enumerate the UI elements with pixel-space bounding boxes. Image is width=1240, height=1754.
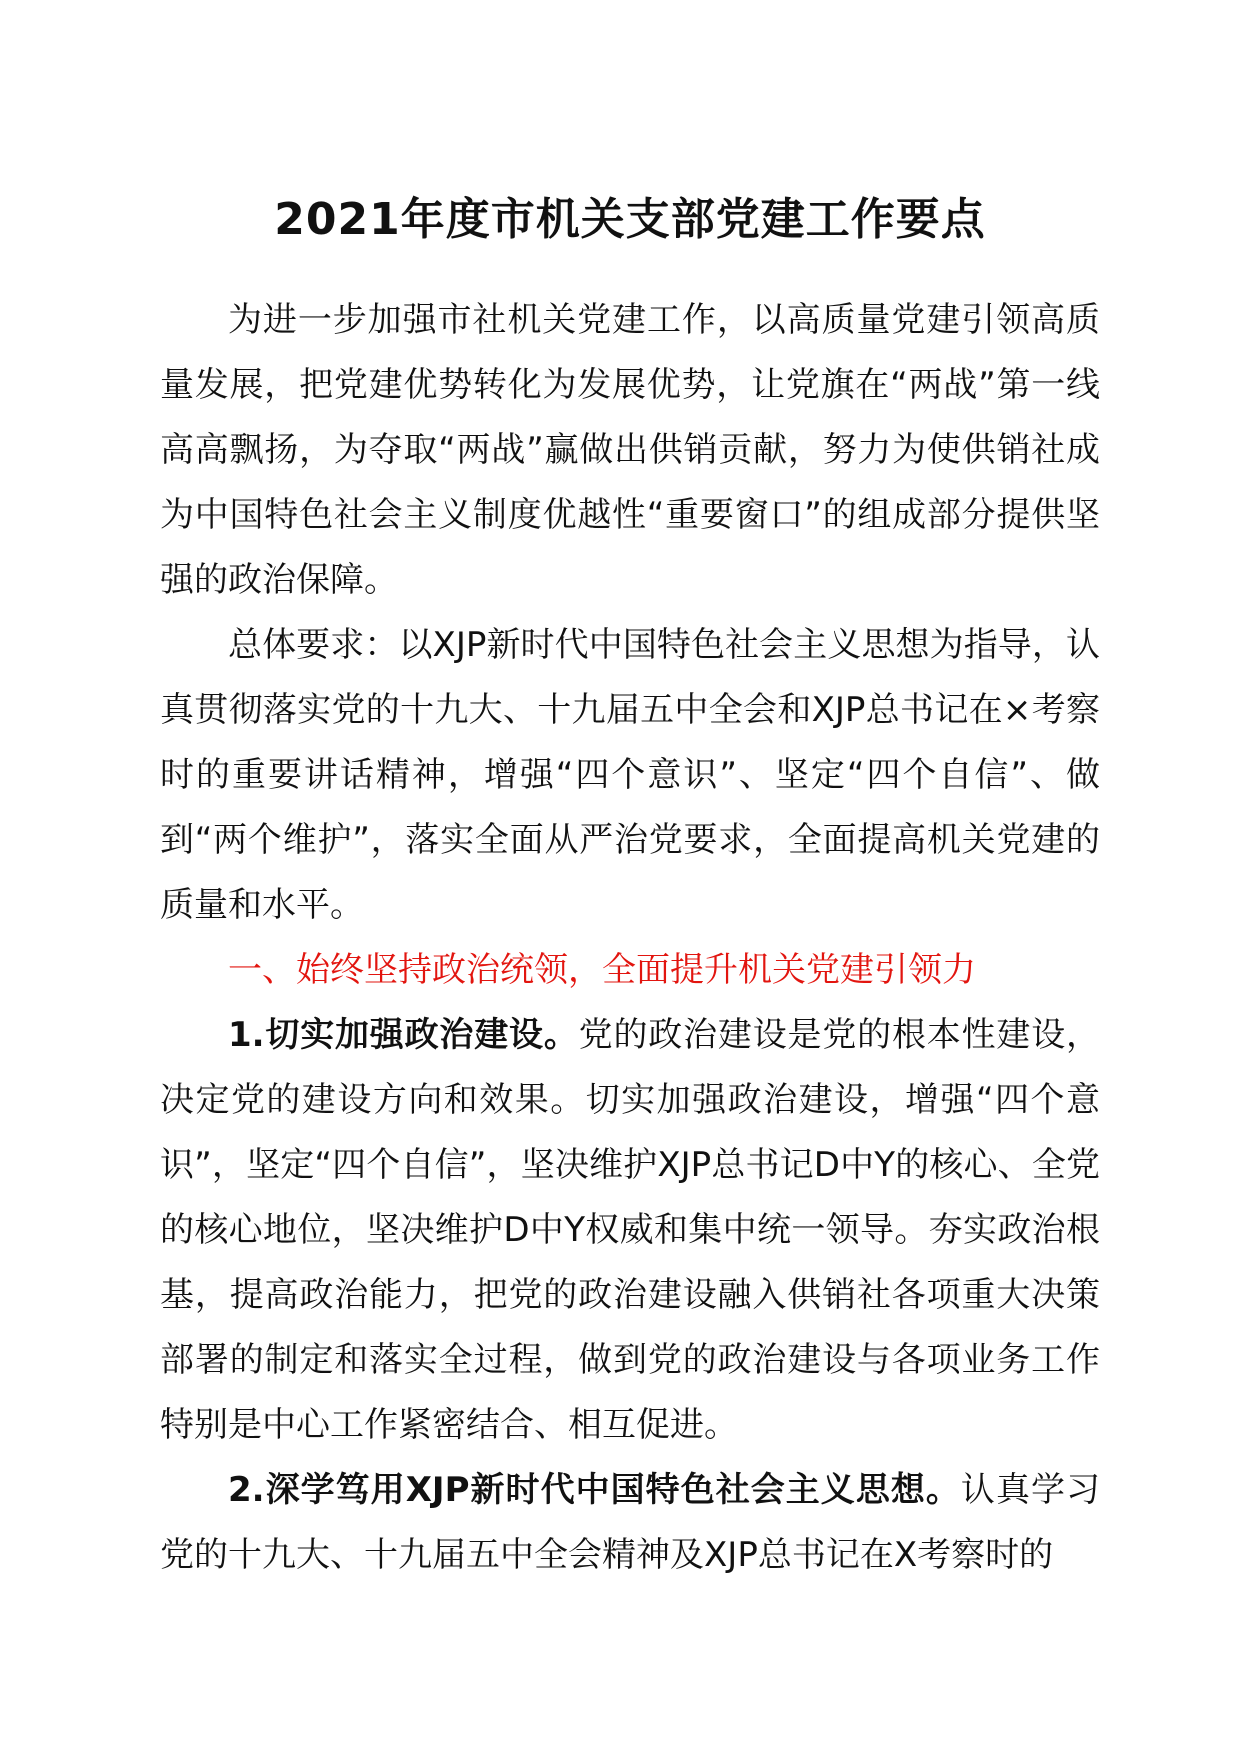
item-1-paragraph	[160, 1003, 1100, 1458]
item-1-body: 党的政治建设是党的根本性建设，决定党的建设方向和效果。切实加强政治建设，增强“四个意识”，坚定“四个自信”，坚决维护XJP总书记D中Y的核心、全党的核心地位，坚决维护D中Y权威和集中统一领导。夯实政治根基，提高政治能力，把党的政治建设融入供销社各项重大决策部署的制定和落实全过程，做到党的政治建设与各项业务工作特别是中心工作紧密结合、相互促进。	[160, 1015, 1101, 1445]
item-2-paragraph	[160, 1458, 1100, 1588]
section-heading-1: 一、始终坚持政治统领，全面提升机关党建引领力	[228, 950, 976, 990]
overall-requirements-paragraph: 总体要求：以XJP新时代中国特色社会主义思想为指导，认真贯彻落实党的十九大、十九届五中全会和XJP总书记在×考察时的重要讲话精神，增强“四个意识”、坚定“四个自信”、做到“两个维护”，落实全面从严治党要求，全面提高机关党建的质量和水平。	[160, 625, 1100, 925]
item-1-title: 1.切实加强政治建设。	[228, 1015, 579, 1055]
item-2-title: 2.深学笃用XJP新时代中国特色社会主义思想。	[228, 1470, 961, 1510]
document-page	[160, 190, 1100, 1588]
intro-paragraph: 为进一步加强市社机关党建工作，以高质量党建引领高质量发展，把党建优势转化为发展优势，让党旗在“两战”第一线高高飘扬，为夺取“两战”赢做出供销贡献，努力为使供销社成为中国特色社会主义制度优越性“重要窗口”的组成部分提供坚强的政治保障。	[160, 300, 1100, 600]
item-2-body: 认真学习党的十九大、十九届五中全会精神及XJP总书记在X考察时的	[160, 1470, 1101, 1575]
document-title: 2021年度市机关支部党建工作要点	[274, 194, 986, 245]
